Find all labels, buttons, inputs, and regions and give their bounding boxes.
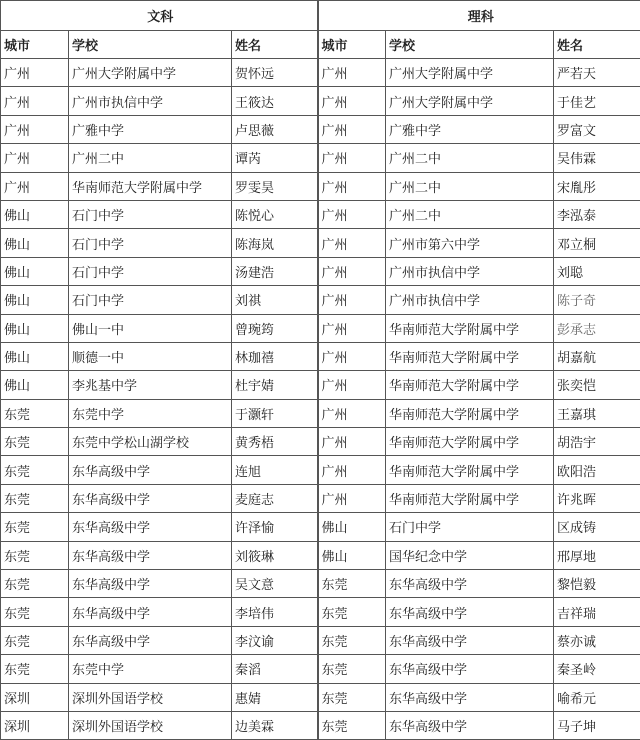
cell-city: 佛山 (318, 513, 386, 541)
table-row (1, 371, 640, 399)
cell-name: 张奕恺 (554, 371, 640, 399)
cell-school: 广雅中学 (69, 115, 232, 143)
cell-city: 佛山 (1, 286, 69, 314)
cell-school: 顺德一中 (69, 342, 232, 370)
cell-name: 麦庭志 (232, 484, 318, 512)
cell-school: 广州二中 (386, 200, 554, 228)
cell-city: 广州 (318, 59, 386, 87)
table-row (1, 286, 640, 314)
cell-city: 广州 (318, 87, 386, 115)
cell-city: 广州 (318, 115, 386, 143)
table-row (1, 570, 640, 598)
cell-city: 东莞 (318, 711, 386, 739)
cell-city: 广州 (318, 229, 386, 257)
cell-city: 广州 (318, 286, 386, 314)
cell-name: 宋胤彤 (554, 172, 640, 200)
cell-name: 刘祺 (232, 286, 318, 314)
cell-school: 华南师范大学附属中学 (386, 371, 554, 399)
cell-city: 东莞 (318, 570, 386, 598)
cell-school: 广州市第六中学 (386, 229, 554, 257)
table-row (1, 229, 640, 257)
table-row (1, 115, 640, 143)
cell-school: 深圳外国语学校 (69, 711, 232, 739)
cell-city: 广州 (318, 144, 386, 172)
cell-school: 华南师范大学附属中学 (386, 428, 554, 456)
table-row (1, 87, 640, 115)
cell-school: 石门中学 (69, 257, 232, 285)
cell-school: 广州市执信中学 (386, 286, 554, 314)
cell-school: 东华高级中学 (386, 711, 554, 739)
cell-city: 深圳 (1, 711, 69, 739)
table-row (1, 513, 640, 541)
cell-city: 广州 (318, 484, 386, 512)
cell-name: 吴伟霖 (554, 144, 640, 172)
cell-school: 东华高级中学 (386, 570, 554, 598)
cell-school: 广州二中 (69, 144, 232, 172)
cell-city: 广州 (318, 200, 386, 228)
cell-name: 贺怀远 (232, 59, 318, 87)
cell-city: 佛山 (1, 229, 69, 257)
cell-name: 蔡亦诚 (554, 626, 640, 654)
cell-city: 东莞 (318, 655, 386, 683)
cell-school: 石门中学 (386, 513, 554, 541)
table-row (1, 711, 640, 739)
cell-school: 东华高级中学 (386, 598, 554, 626)
cell-name: 连旭 (232, 456, 318, 484)
cell-school: 石门中学 (69, 286, 232, 314)
cell-school: 东莞中学松山湖学校 (69, 428, 232, 456)
table-row (1, 598, 640, 626)
cell-school: 广州二中 (386, 144, 554, 172)
cell-school: 广州市执信中学 (386, 257, 554, 285)
table-row (1, 541, 640, 569)
cell-school: 李兆基中学 (69, 371, 232, 399)
cell-school: 东华高级中学 (69, 570, 232, 598)
table-row (1, 200, 640, 228)
cell-city: 东莞 (318, 683, 386, 711)
cell-city: 佛山 (318, 541, 386, 569)
cell-school: 东华高级中学 (69, 484, 232, 512)
cell-name: 罗雯昊 (232, 172, 318, 200)
cell-city: 广州 (318, 371, 386, 399)
cell-name: 林珈禧 (232, 342, 318, 370)
cell-school: 东华高级中学 (69, 513, 232, 541)
cell-name: 汤建浩 (232, 257, 318, 285)
cell-name: 李培伟 (232, 598, 318, 626)
cell-name: 曾琬筠 (232, 314, 318, 342)
cell-name: 吉祥瑞 (554, 598, 640, 626)
cell-school: 华南师范大学附属中学 (386, 484, 554, 512)
cell-school: 东华高级中学 (69, 626, 232, 654)
header-name: 姓名 (232, 31, 318, 59)
section-title-like: 理科 (318, 1, 640, 31)
cell-city: 广州 (318, 314, 386, 342)
cell-school: 东莞中学 (69, 655, 232, 683)
cell-name: 陈子奇 (554, 286, 640, 314)
table-row (1, 59, 640, 87)
cell-school: 东莞中学 (69, 399, 232, 427)
cell-name: 马子坤 (554, 711, 640, 739)
cell-city: 广州 (1, 115, 69, 143)
header-name: 姓名 (554, 31, 640, 59)
cell-name: 谭芮 (232, 144, 318, 172)
table-row (1, 144, 640, 172)
cell-name: 王筱达 (232, 87, 318, 115)
cell-name: 区成铸 (554, 513, 640, 541)
cell-school: 石门中学 (69, 200, 232, 228)
cell-school: 深圳外国语学校 (69, 683, 232, 711)
cell-city: 佛山 (1, 314, 69, 342)
cell-school: 华南师范大学附属中学 (386, 456, 554, 484)
cell-name: 欧阳浩 (554, 456, 640, 484)
cell-name: 秦圣岭 (554, 655, 640, 683)
cell-name: 刘聪 (554, 257, 640, 285)
cell-name: 于佳艺 (554, 87, 640, 115)
cell-school: 广州大学附属中学 (69, 59, 232, 87)
cell-name: 黄秀梧 (232, 428, 318, 456)
table-row (1, 172, 640, 200)
cell-city: 东莞 (318, 598, 386, 626)
cell-school: 华南师范大学附属中学 (386, 314, 554, 342)
table-row (1, 428, 640, 456)
cell-name: 胡浩宇 (554, 428, 640, 456)
cell-name: 罗富文 (554, 115, 640, 143)
table-row (1, 683, 640, 711)
cell-school: 广州二中 (386, 172, 554, 200)
table-row (1, 655, 640, 683)
cell-name: 陈海岚 (232, 229, 318, 257)
cell-name: 许泽愉 (232, 513, 318, 541)
cell-school: 东华高级中学 (69, 598, 232, 626)
cell-city: 广州 (1, 87, 69, 115)
cell-name: 刘筱琳 (232, 541, 318, 569)
cell-name: 喻希元 (554, 683, 640, 711)
cell-name: 严若天 (554, 59, 640, 87)
cell-name: 许兆晖 (554, 484, 640, 512)
cell-school: 佛山一中 (69, 314, 232, 342)
cell-school: 东华高级中学 (69, 541, 232, 569)
cell-school: 广州大学附属中学 (386, 59, 554, 87)
section-title-row (1, 1, 640, 31)
cell-name: 李汶谕 (232, 626, 318, 654)
cell-school: 华南师范大学附属中学 (386, 399, 554, 427)
cell-name: 于灏轩 (232, 399, 318, 427)
cell-city: 东莞 (1, 541, 69, 569)
cell-school: 东华高级中学 (69, 456, 232, 484)
cell-city: 广州 (318, 257, 386, 285)
cell-name: 卢思薇 (232, 115, 318, 143)
table-row (1, 257, 640, 285)
cell-name: 吴文意 (232, 570, 318, 598)
cell-name: 惠婧 (232, 683, 318, 711)
cell-city: 广州 (1, 59, 69, 87)
cell-city: 广州 (1, 172, 69, 200)
cell-city: 佛山 (1, 342, 69, 370)
header-city: 城市 (318, 31, 386, 59)
cell-school: 华南师范大学附属中学 (386, 342, 554, 370)
cell-school: 广雅中学 (386, 115, 554, 143)
cell-city: 东莞 (1, 513, 69, 541)
table-row (1, 456, 640, 484)
cell-city: 广州 (318, 428, 386, 456)
cell-city: 东莞 (1, 399, 69, 427)
cell-city: 佛山 (1, 371, 69, 399)
cell-city: 广州 (1, 144, 69, 172)
table-row (1, 484, 640, 512)
cell-city: 东莞 (318, 626, 386, 654)
cell-school: 石门中学 (69, 229, 232, 257)
cell-school: 东华高级中学 (386, 626, 554, 654)
header-city: 城市 (1, 31, 69, 59)
cell-city: 东莞 (1, 626, 69, 654)
cell-name: 邢厚地 (554, 541, 640, 569)
table-row (1, 342, 640, 370)
cell-city: 东莞 (1, 456, 69, 484)
cell-school: 广州市执信中学 (69, 87, 232, 115)
cell-city: 深圳 (1, 683, 69, 711)
column-header-row (1, 31, 640, 59)
header-school: 学校 (69, 31, 232, 59)
section-title-wenke: 文科 (1, 1, 318, 31)
cell-name: 黎恺毅 (554, 570, 640, 598)
cell-city: 广州 (318, 342, 386, 370)
cell-city: 佛山 (1, 257, 69, 285)
cell-city: 广州 (318, 456, 386, 484)
cell-name: 边美霖 (232, 711, 318, 739)
cell-city: 广州 (318, 172, 386, 200)
cell-name: 胡嘉航 (554, 342, 640, 370)
cell-name: 王嘉琪 (554, 399, 640, 427)
table-row (1, 626, 640, 654)
cell-school: 广州大学附属中学 (386, 87, 554, 115)
cell-city: 东莞 (1, 428, 69, 456)
cell-school: 东华高级中学 (386, 683, 554, 711)
cell-name: 李泓泰 (554, 200, 640, 228)
cell-name: 彭承志 (554, 314, 640, 342)
cell-school: 国华纪念中学 (386, 541, 554, 569)
cell-city: 东莞 (1, 570, 69, 598)
cell-city: 东莞 (1, 484, 69, 512)
cell-name: 邓立桐 (554, 229, 640, 257)
table-row (1, 314, 640, 342)
table-row (1, 399, 640, 427)
cell-city: 佛山 (1, 200, 69, 228)
cell-city: 东莞 (1, 655, 69, 683)
cell-school: 华南师范大学附属中学 (69, 172, 232, 200)
cell-name: 杜宇婧 (232, 371, 318, 399)
cell-city: 广州 (318, 399, 386, 427)
header-school: 学校 (386, 31, 554, 59)
cell-city: 东莞 (1, 598, 69, 626)
cell-name: 秦滔 (232, 655, 318, 683)
cell-school: 东华高级中学 (386, 655, 554, 683)
cell-name: 陈悦心 (232, 200, 318, 228)
